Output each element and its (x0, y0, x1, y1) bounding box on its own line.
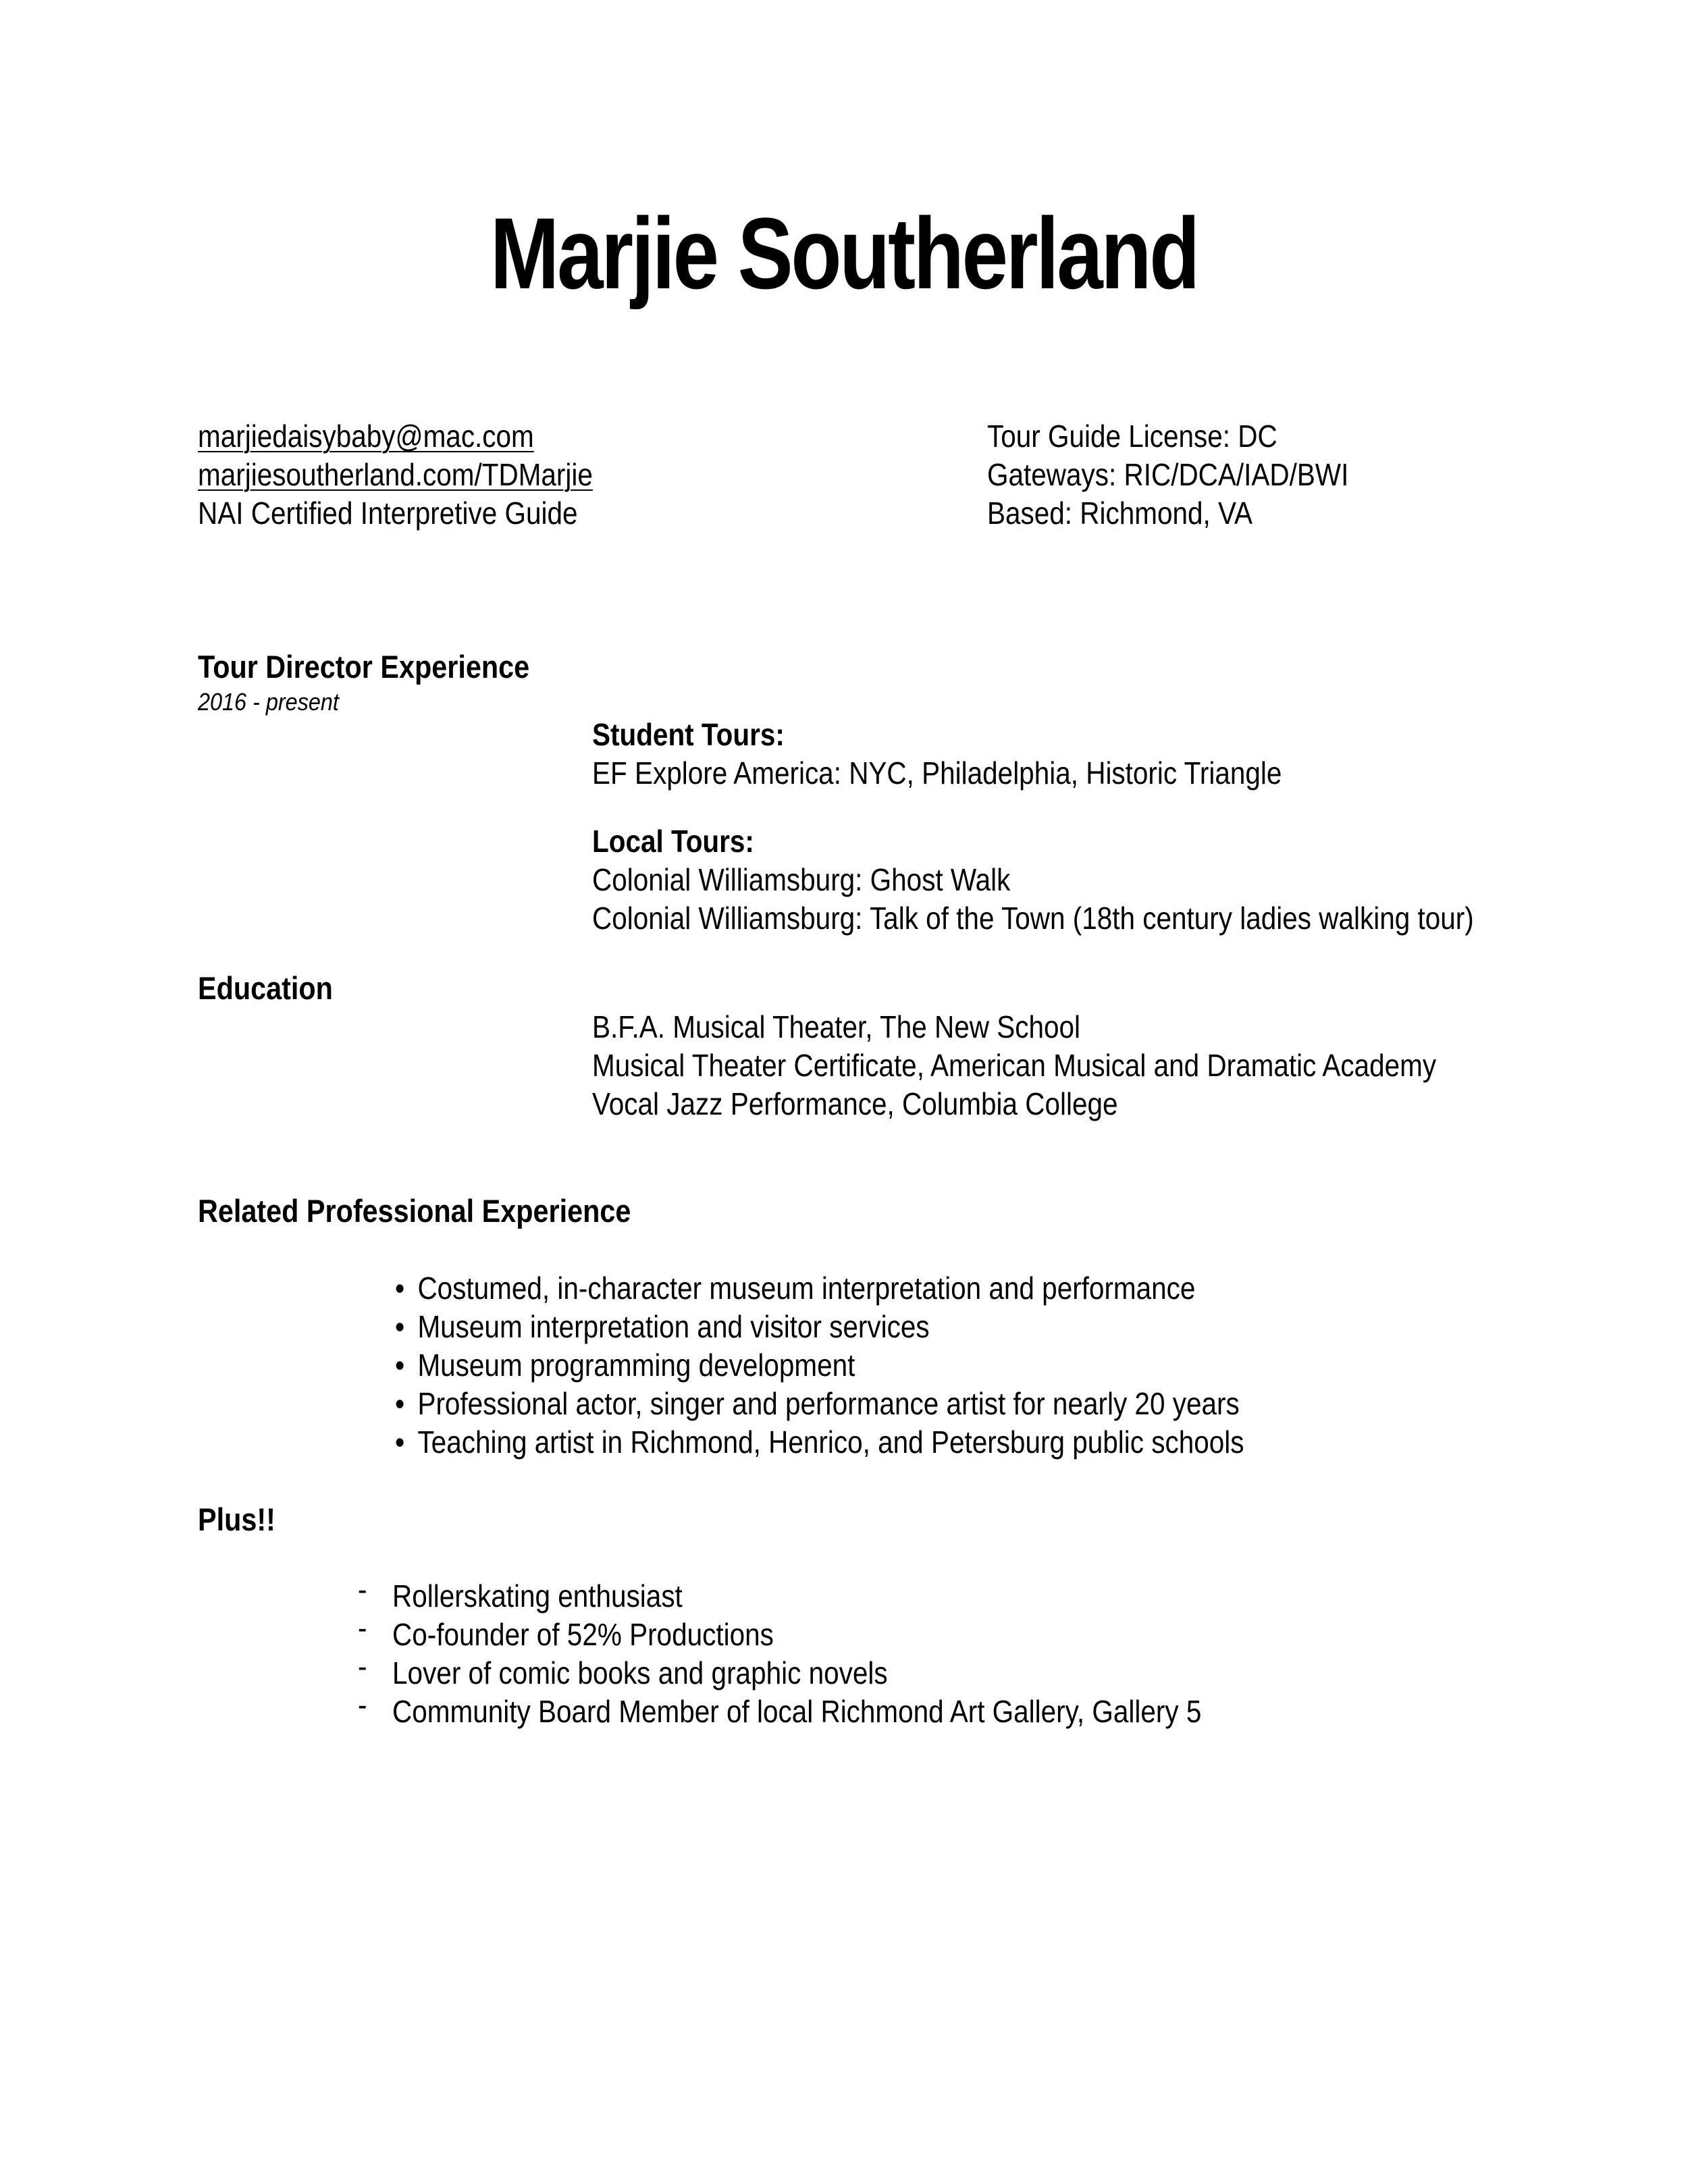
tour-director-heading: Tour Director Experience (198, 649, 530, 685)
education-heading: Education (198, 970, 333, 1006)
bullet-icon: • (395, 1309, 405, 1344)
list-item: - Lover of comic books and graphic novels (358, 1649, 888, 1690)
tour-director-dates: 2016 - present (198, 688, 339, 716)
certification-text: NAI Certified Interpretive Guide (198, 496, 578, 531)
contact-right-column (987, 417, 1348, 533)
website-link[interactable]: marjiesoutherland.com/TDMarjie (198, 457, 593, 492)
resume-name: Marjie Southerland (490, 196, 1198, 310)
local-tours-heading: Local Tours: (592, 824, 754, 859)
gateways-text: Gateways: RIC/DCA/IAD/BWI (987, 457, 1349, 492)
student-tours-block (592, 716, 1282, 793)
education-item: Musical Theater Certificate, American Musical and Dramatic Academy (592, 1048, 1437, 1083)
dash-icon: - (358, 1610, 367, 1645)
bullet-icon: • (395, 1271, 405, 1306)
based-text: Based: Richmond, VA (987, 496, 1253, 531)
list-item: • Museum interpretation and visitor services (395, 1308, 1244, 1346)
bullet-icon: • (395, 1424, 405, 1460)
list-item: - Rollerskating enthusiast (358, 1572, 683, 1614)
contact-left-column (198, 417, 593, 533)
related-experience-list (395, 1269, 1244, 1462)
email-link[interactable]: marjiedaisybaby@mac.com (198, 419, 534, 454)
dash-icon: - (358, 1572, 367, 1607)
list-item: - Co-founder of 52% Productions (358, 1610, 774, 1652)
dash-icon: - (358, 1687, 367, 1722)
student-tour-item: EF Explore America: NYC, Philadelphia, Historic Triangle (592, 755, 1282, 791)
education-item: Vocal Jazz Performance, Columbia College (592, 1086, 1118, 1121)
plus-list (358, 1572, 1202, 1731)
plus-heading: Plus!! (198, 1501, 275, 1537)
bullet-icon: • (395, 1386, 405, 1421)
license-text: Tour Guide License: DC (987, 419, 1277, 454)
local-tours-block (592, 822, 1474, 938)
local-tour-item: Colonial Williamsburg: Talk of the Town (18th century ladies walking tour) (592, 901, 1474, 936)
bullet-icon: • (395, 1348, 405, 1383)
student-tours-heading: Student Tours: (592, 717, 785, 752)
list-item: - Community Board Member of local Richmond Art Gallery, Gallery 5 (358, 1687, 1202, 1729)
list-item: • Costumed, in-character museum interpretation and performance (395, 1269, 1244, 1308)
local-tour-item: Colonial Williamsburg: Ghost Walk (592, 862, 1011, 897)
education-item: B.F.A. Musical Theater, The New School (592, 1009, 1080, 1044)
dash-icon: - (358, 1649, 367, 1684)
list-item: • Teaching artist in Richmond, Henrico, and Petersburg public schools (395, 1423, 1244, 1462)
related-experience-heading: Related Professional Experience (198, 1193, 631, 1229)
list-item: • Professional actor, singer and performance artist for nearly 20 years (395, 1385, 1244, 1423)
education-list (592, 1008, 1436, 1123)
list-item: • Museum programming development (395, 1346, 1244, 1385)
